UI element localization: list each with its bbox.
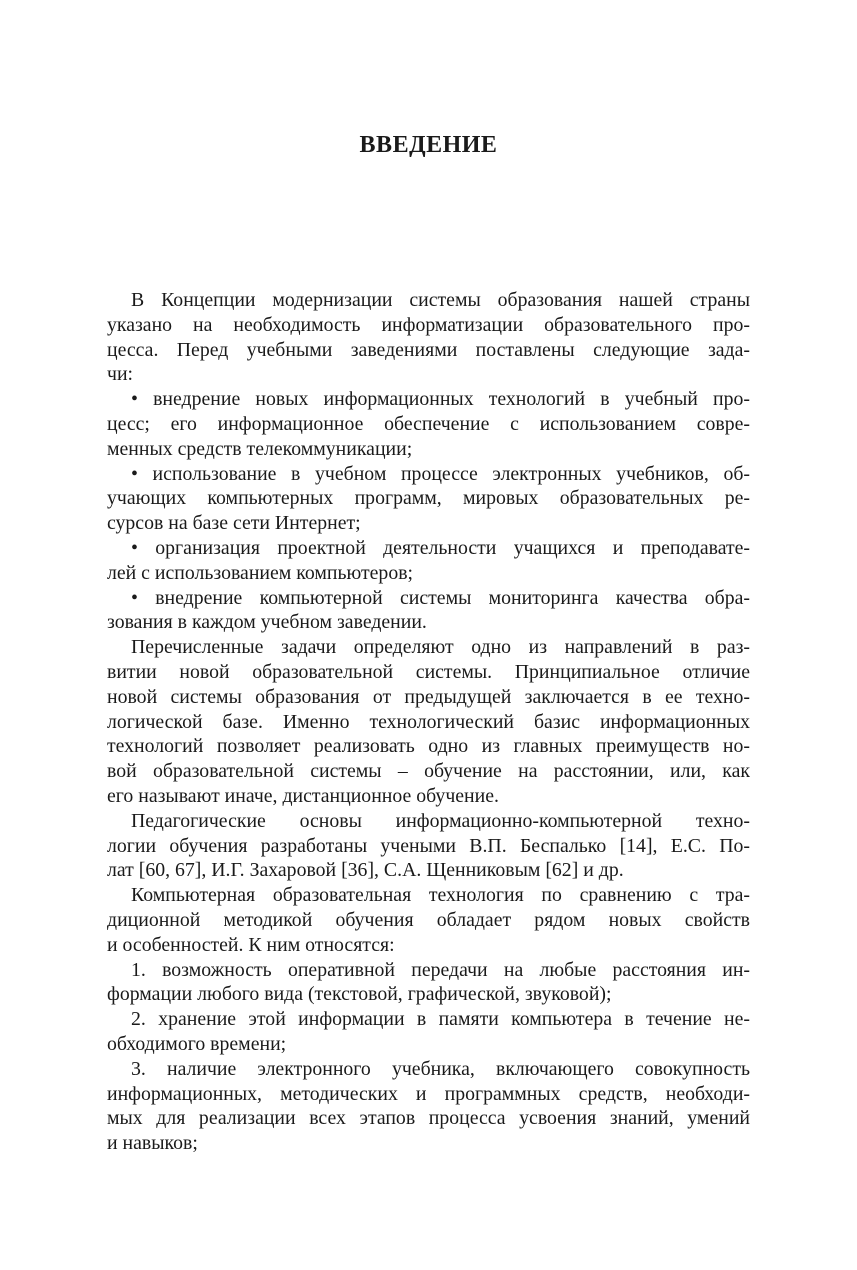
text-line: зования в каждом учебном заведении.	[107, 611, 427, 634]
text-line: 2. хранение этой информации в памяти компьютера в течение не-	[131, 1008, 750, 1031]
text-line: чи:	[107, 363, 134, 386]
text-line: Перечисленные задачи определяют одно из направлений в раз-	[131, 636, 750, 659]
text-line: вой образовательной системы – обучение на расстоянии, или, как	[107, 760, 750, 783]
text-line: диционной методикой обучения обладает рядом новых свойств	[107, 908, 750, 931]
text-line: • внедрение компьютерной системы мониторинга качества обра-	[131, 586, 750, 609]
text-line: учающих компьютерных программ, мировых образовательных ре-	[107, 487, 750, 510]
text-line: • организация проектной деятельности учащихся и преподавате-	[131, 536, 750, 559]
text-line: мых для реализации всех этапов процесса усвоения знаний, умений	[107, 1107, 750, 1130]
text-line: технологий позволяет реализовать одно из главных преимуществ но-	[107, 735, 750, 758]
text-line: цесса. Перед учебными заведениями поставлены следующие зада-	[107, 338, 750, 361]
text-line: логии обучения разработаны учеными В.П. Беспалько [14], Е.С. По-	[107, 834, 750, 857]
text-line: Педагогические основы информационно-компьютерной техно-	[131, 809, 750, 832]
text-line: В Концепции модернизации системы образования нашей страны	[131, 289, 750, 311]
text-line: формации любого вида (текстовой, графической, звуковой);	[107, 983, 612, 1006]
text-line: и навыков;	[107, 1132, 198, 1155]
text-line: логической базе. Именно технологический базис информационных	[107, 710, 750, 733]
text-line: витии новой образовательной системы. Принципиальное отличие	[107, 660, 750, 683]
text-line: сурсов на базе сети Интернет;	[107, 512, 361, 535]
text-line: информационных, методических и программных средств, необходи-	[107, 1082, 750, 1105]
text-line: его называют иначе, дистанционное обучение.	[107, 784, 499, 807]
text-line: лат [60, 67], И.Г. Захаровой [36], С.А. Щенниковым [62] и др.	[107, 859, 624, 882]
text-line: лей с использованием компьютеров;	[107, 561, 414, 584]
text-line: менных средств телекоммуникации;	[107, 437, 413, 460]
text-line: • использование в учебном процессе электронных учебников, об-	[131, 462, 750, 485]
text-line: 3. наличие электронного учебника, включающего совокупность	[131, 1057, 750, 1080]
text-line: 1. возможность оперативной передачи на любые расстояния ин-	[131, 958, 750, 981]
body-text	[107, 288, 750, 1156]
text-line: • внедрение новых информационных технологий в учебный про-	[131, 388, 750, 411]
text-line: и особенностей. К ним относятся:	[107, 933, 395, 956]
page-title: ВВЕДЕНИЕ	[359, 132, 498, 158]
text-line: Компьютерная образовательная технология по сравнению с тра-	[131, 884, 750, 907]
text-line: новой системы образования от предыдущей заключается в ее техно-	[107, 685, 750, 708]
text-line: указано на необходимость информатизации образовательного про-	[107, 313, 750, 336]
text-line: обходимого времени;	[107, 1032, 287, 1055]
text-line: цесс; его информационное обеспечение с использованием совре-	[107, 412, 750, 435]
